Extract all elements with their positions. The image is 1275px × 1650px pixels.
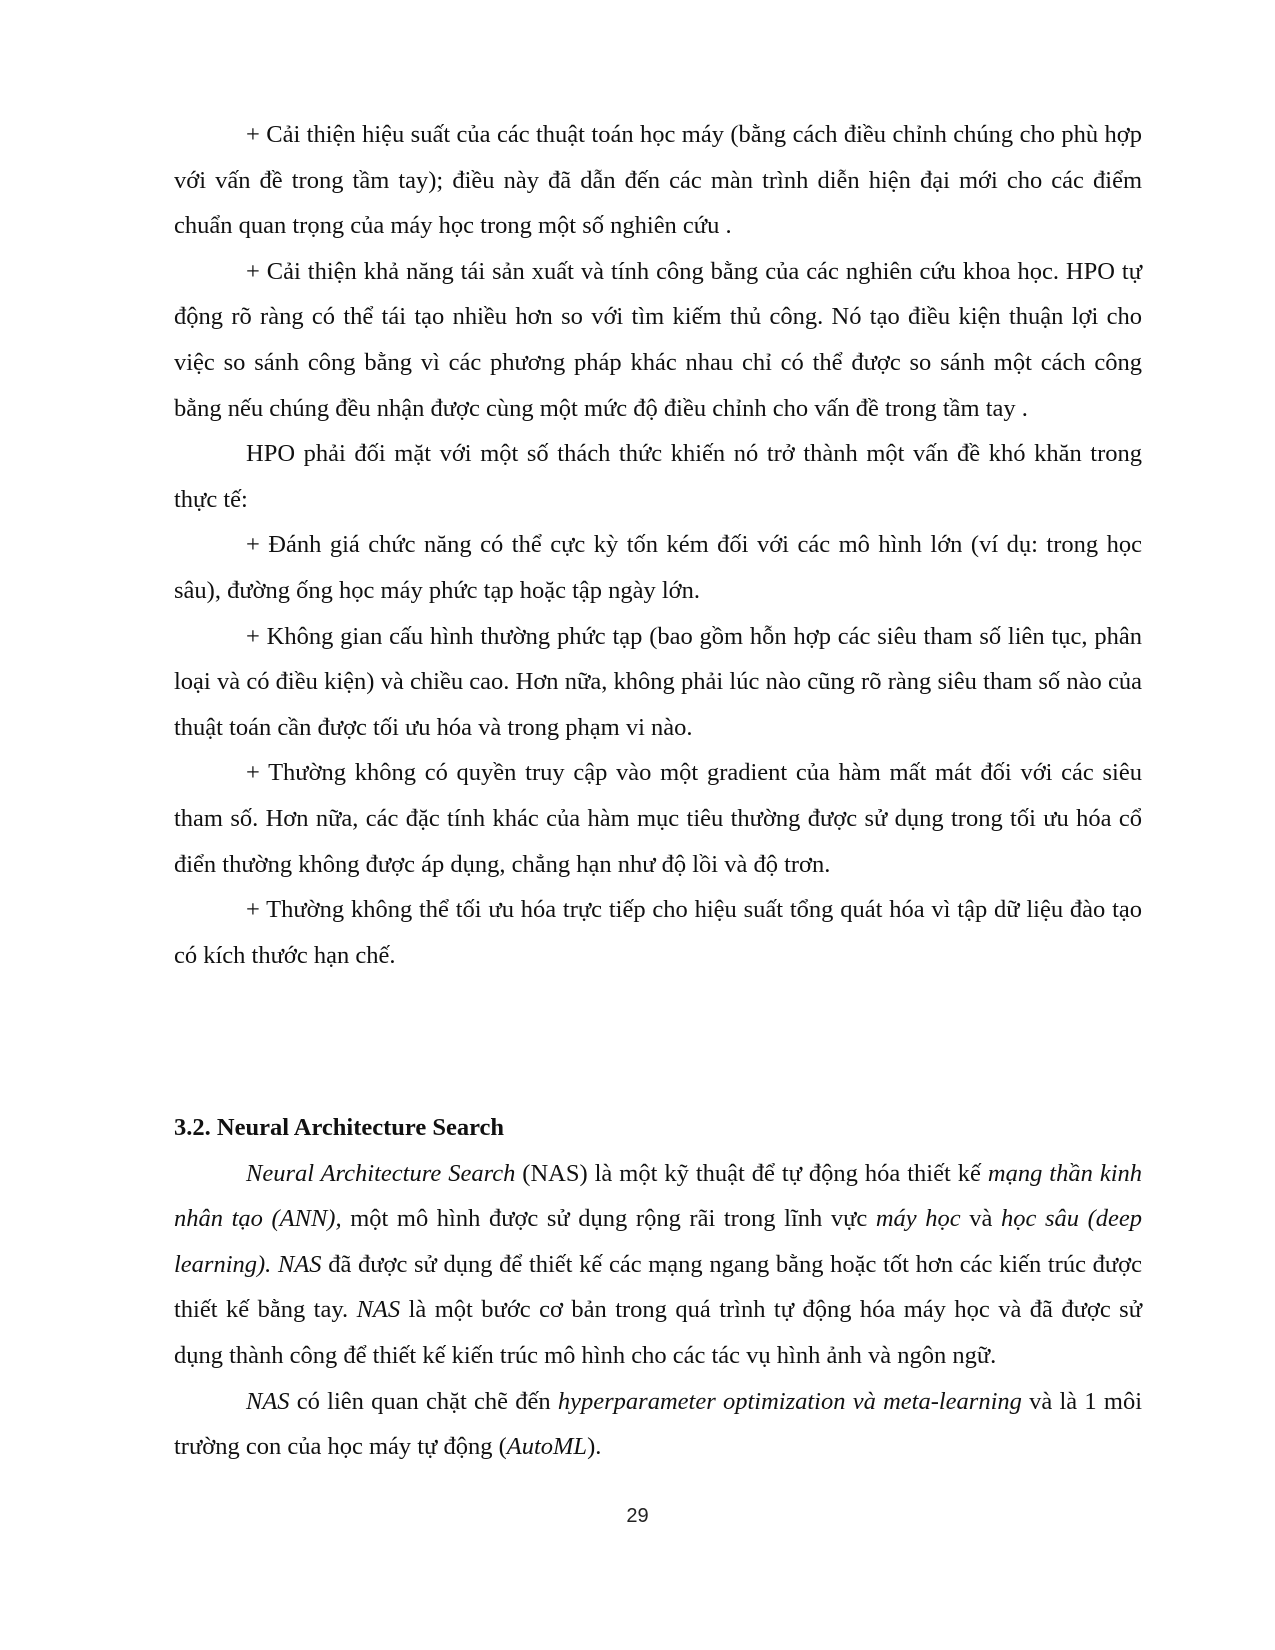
term-nas-full: Neural Architecture Search xyxy=(246,1159,516,1187)
paragraph-benefit-reproducibility: + Cải thiện khả năng tái sản xuất và tính công bằng của các nghiên cứu khoa học. HPO tự động rõ ràng có thể tái tạo nhiều hơn so với tìm kiếm thủ công. Nó tạo điều kiện thuận lợi cho việc so sánh công bằng vì các phương pháp khác nhau chỉ có thể được so sánh một cách công bằng nếu chúng đều nhận được cùng một mức độ điều chỉnh cho vấn đề trong tầm tay . xyxy=(174,257,1142,422)
paragraph-benefit-performance: + Cải thiện hiệu suất của các thuật toán học máy (bằng cách điều chỉnh chúng cho phù hợp với vấn đề trong tầm tay); điều này đã dẫn đến các màn trình diễn hiện đại mới cho các điểm chuẩn quan trọng của máy học trong một số nghiên cứu . xyxy=(174,121,1142,240)
paragraph-challenge-config-space: + Không gian cấu hình thường phức tạp (bao gồm hỗn hợp các siêu tham số liên tục, phân loại và có điều kiện) và chiều cao. Hơn nữa, không phải lúc nào cũng rõ ràng siêu tham số nào của thuật toán cần được tối ưu hóa và trong phạm vi nào. xyxy=(174,622,1142,741)
page-number: 29 xyxy=(626,1505,649,1527)
paragraph-nas-relation: NAS có liên quan chặt chẽ đến hyperparameter optimization và meta-learning và là 1 môi trường con của học máy tự động (AutoML). xyxy=(174,1387,1143,1461)
paragraph-challenge-generalization: + Thường không thể tối ưu hóa trực tiếp cho hiệu suất tổng quát hóa vì tập dữ liệu đào tạo có kích thước hạn chế. xyxy=(174,896,1142,969)
paragraph-nas-definition: Neural Architecture Search (NAS) là một kỹ thuật để tự động hóa thiết kế mạng thần kinh nhân tạo (ANN), một mô hình được sử dụng rộng rãi trong lĩnh vực máy học và học sâu (deep learning). NAS đã được sử dụng để thiết kế các mạng ngang bằng hoặc tốt hơn các kiến trúc được thiết kế bằng tay. NAS là một bước cơ bản trong quá trình tự động hóa máy học và đã được sử dụng thành công để thiết kế kiến trúc mô hình cho các tác vụ hình ảnh và ngôn ngữ. xyxy=(174,1159,1143,1369)
paragraph-challenge-cost: + Đánh giá chức năng có thể cực kỳ tốn kém đối với các mô hình lớn (ví dụ: trong học sâu), đường ống học máy phức tạp hoặc tập ngày lớn. xyxy=(174,531,1142,604)
section-heading: 3.2. Neural Architecture Search xyxy=(174,1114,505,1141)
body-text-section xyxy=(174,1105,1142,1470)
paragraph-hpo-challenges-intro: HPO phải đối mặt với một số thách thức khiến nó trở thành một vấn đề khó khăn trong thực tế: xyxy=(174,440,1142,513)
body-text-upper xyxy=(174,112,1142,978)
paragraph-challenge-gradient: + Thường không có quyền truy cập vào một gradient của hàm mất mát đối với các siêu tham số. Hơn nữa, các đặc tính khác của hàm mục tiêu thường được sử dụng trong tối ưu hóa cổ điển thường không được áp dụng, chẳng hạn như độ lồi và độ trơn. xyxy=(174,759,1142,878)
